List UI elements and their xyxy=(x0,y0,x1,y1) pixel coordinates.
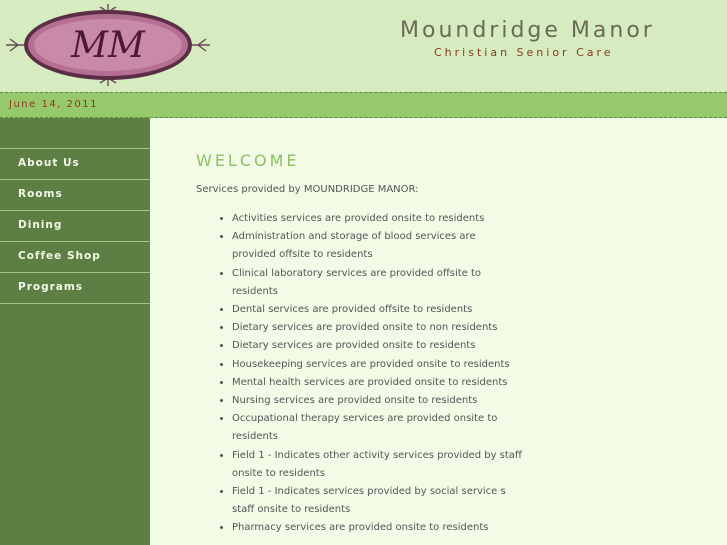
logo[interactable] xyxy=(4,2,212,88)
site-subtitle: Christian Senior Care xyxy=(434,46,614,59)
list-item: • Field 1 - Indicates other activity services provided by staff onsite to residents xyxy=(232,447,522,483)
list-item: • Dental services are provided offsite to residents xyxy=(232,301,522,319)
services-list xyxy=(214,210,522,538)
intro-text: Services provided by MOUNDRIDGE MANOR: xyxy=(196,184,419,195)
main-content xyxy=(150,118,727,545)
list-item: • Administration and storage of blood services are provided offsite to residents xyxy=(232,228,522,264)
nav-item-programs[interactable] xyxy=(0,272,150,304)
list-item: • Dietary services are provided onsite to residents xyxy=(232,337,522,355)
nav-item-label[interactable]: About Us xyxy=(18,157,80,169)
site-title: Moundridge Manor xyxy=(400,18,655,43)
nav-item-about-us[interactable] xyxy=(0,148,150,179)
list-item: • Clinical laboratory services are provided offsite to residents xyxy=(232,265,522,301)
date-bar xyxy=(0,92,727,118)
nav-item-label[interactable]: Coffee Shop xyxy=(18,250,101,262)
list-item: • Field 1 - Indicates services provided by social service s staff onsite to residents xyxy=(232,483,522,519)
list-item: • Dietary services are provided onsite to non residents xyxy=(232,319,522,337)
list-item: • Housekeeping services are provided onsite to residents xyxy=(232,356,522,374)
list-item: • Pharmacy services are provided onsite to residents xyxy=(232,519,522,537)
logo-text: MM xyxy=(71,25,145,66)
list-item: • Activities services are provided onsite to residents xyxy=(232,210,522,228)
nav-item-label[interactable]: Programs xyxy=(18,281,84,293)
nav-item-label[interactable]: Dining xyxy=(18,219,63,231)
nav-item-dining[interactable] xyxy=(0,210,150,241)
list-item: • Nursing services are provided onsite to residents xyxy=(232,392,522,410)
nav-item-rooms[interactable] xyxy=(0,179,150,210)
page-heading: WELCOME xyxy=(196,151,300,170)
nav-item-coffee-shop[interactable] xyxy=(0,241,150,272)
list-item: • Occupational therapy services are provided onsite to residents xyxy=(232,410,522,446)
nav-item-label[interactable]: Rooms xyxy=(18,188,63,200)
list-item: • Mental health services are provided onsite to residents xyxy=(232,374,522,392)
sidebar-nav xyxy=(0,118,150,545)
site-header xyxy=(0,0,727,92)
current-date: June 14, 2011 xyxy=(9,99,98,110)
